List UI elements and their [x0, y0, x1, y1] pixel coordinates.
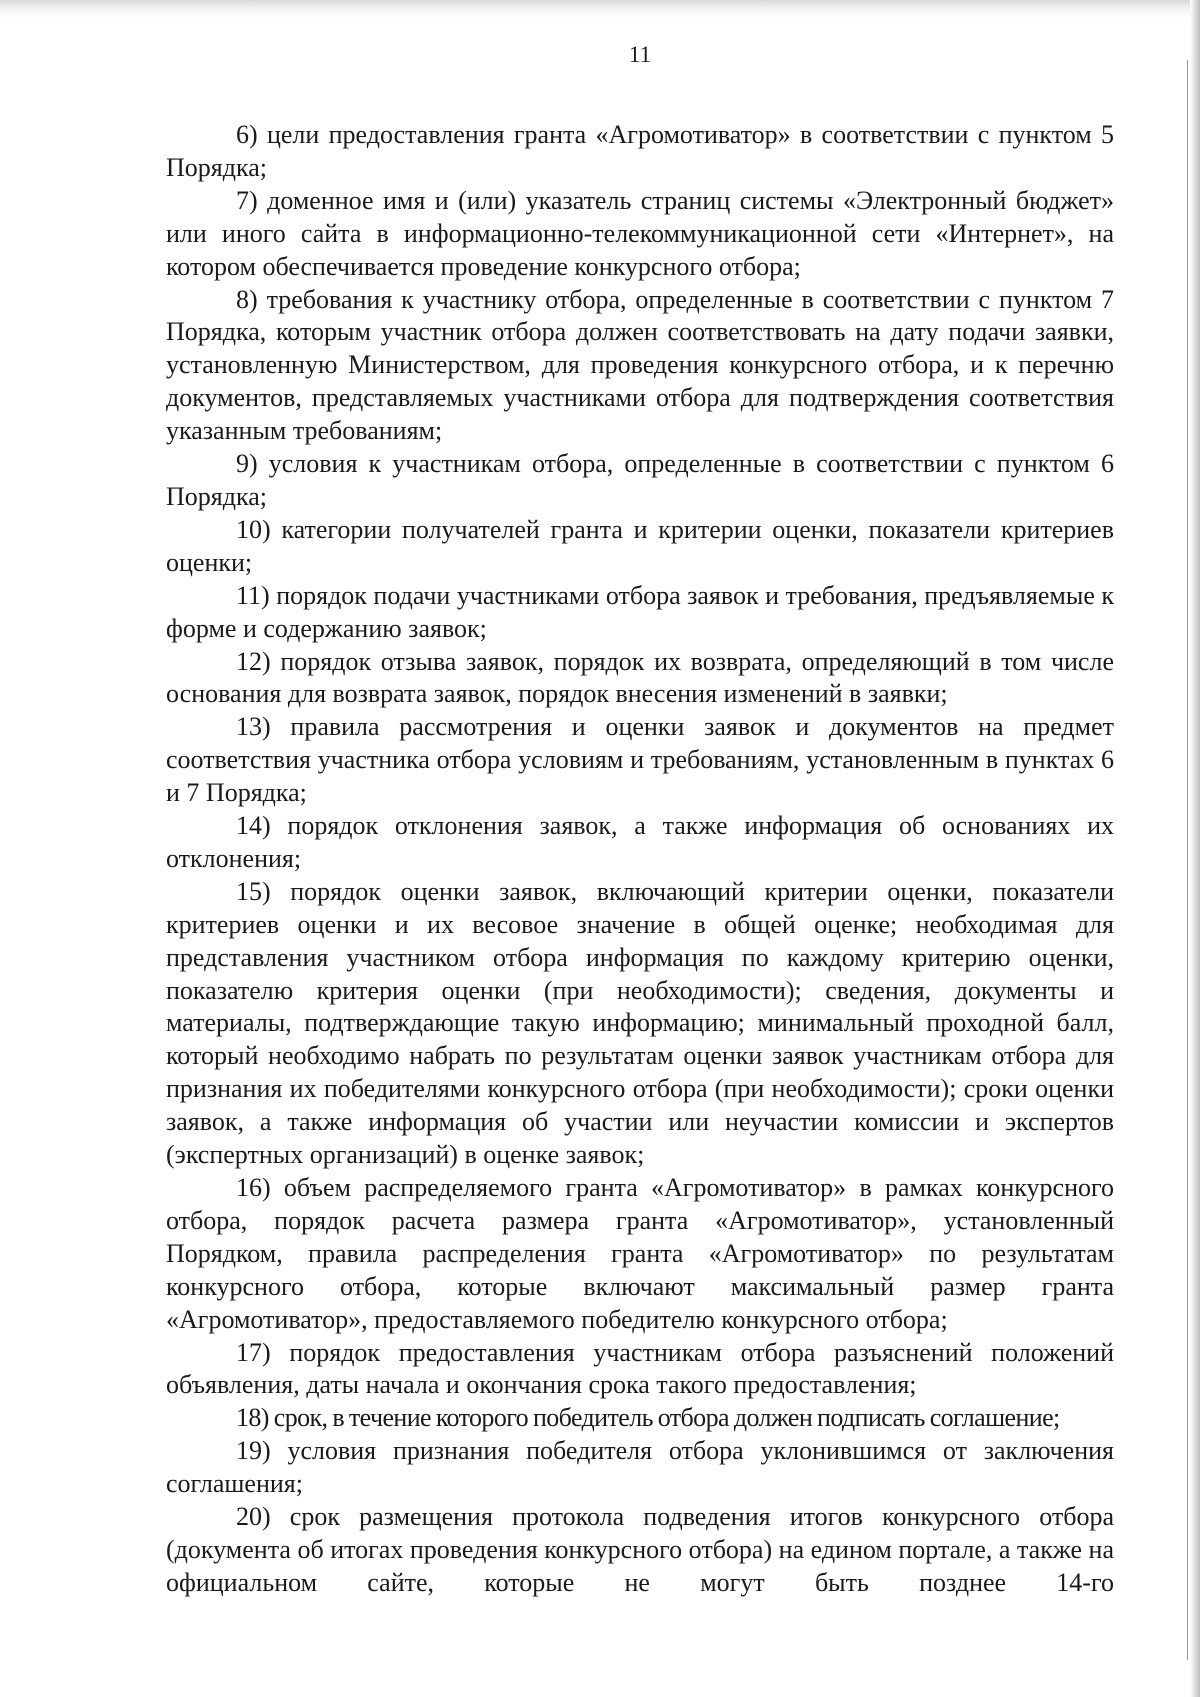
list-item: 16) объем распределяемого гранта «Агромотиватор» в рамках конкурсного отбора, порядок расчета размера гранта «Агромотиватор», установленный Порядком, правила распределения гранта «Агромотиватор» по результатам конкурсного отбора, которые включают максимальный размер гранта «Агромотиватор», предоставляемого победителю конкурсного отбора;: [166, 1173, 1114, 1334]
page-number: 11: [628, 42, 652, 67]
scan-right-edge: [1190, 0, 1200, 1697]
list-item: 6) цели предоставления гранта «Агромотиватор» в соответствии с пунктом 5 Порядка;: [166, 120, 1114, 182]
list-item: 10) категории получателей гранта и критерии оценки, показатели критериев оценки;: [166, 514, 1114, 577]
list-item: 15) порядок оценки заявок, включающий критерии оценки, показатели критериев оценки и их весовое значение в общей оценке; необходимая для представления участником отбора информация по каждому критерию оценки, показателю критерия оценки (при необходимости); сведения, документы и материалы, подтверждающие такую информацию; минимальный проходной балл, который необходимо набрать по результатам оценки заявок участникам отбора для признания их победителями конкурсного отбора (при необходимости); сроки оценки заявок, а также информация об участии или неучастии комиссии и экспертов (экспертных организаций) в оценке заявок;: [166, 876, 1114, 1170]
list-item: 14) порядок отклонения заявок, а также информация об основаниях их отклонения;: [166, 811, 1114, 873]
list-item: 11) порядок подачи участниками отбора заявок и требования, предъявляемые к форме и содержанию заявок;: [166, 580, 1114, 643]
list-item: 18) срок, в течение которого победитель отбора должен подписать соглашение;: [236, 1403, 1060, 1433]
list-item: 17) порядок предоставления участникам отбора разъяснений положений объявления, даты начала и окончания срока такого предоставления;: [166, 1337, 1114, 1400]
list-item: 7) доменное имя и (или) указатель страниц системы «Электронный бюджет» или иного сайта в информационно-телекоммуникационной сети «Интернет», на котором обеспечивается проведение конкурсного отбора;: [166, 185, 1114, 281]
list-item: 13) правила рассмотрения и оценки заявок и документов на предмет соответствия участника отбора условиям и требованиям, установленным в пунктах 6 и 7 Порядка;: [166, 712, 1114, 808]
scan-top-edge: [0, 0, 1200, 18]
scan-right-shadow-line: [1187, 60, 1188, 1660]
list-item: 12) порядок отзыва заявок, порядок их возврата, определяющий в том числе основания для возврата заявок, порядок внесения изменений в заявки;: [166, 646, 1114, 709]
list-item: 9) условия к участникам отбора, определенные в соответствии с пунктом 6 Порядка;: [166, 449, 1114, 511]
document-body: [166, 119, 1114, 1600]
list-item: 8) требования к участнику отбора, определенные в соответствии с пунктом 7 Порядка, которым участник отбора должен соответствовать на дату подачи заявки, установленную Министерством, для проведения конкурсного отбора, и к перечню документов, представляемых участниками отбора для подтверждения соответствия указанным требованиям;: [166, 284, 1114, 446]
list-item: 19) условия признания победителя отбора уклонившимся от заключения соглашения;: [166, 1436, 1114, 1499]
list-item: 20) срок размещения протокола подведения итогов конкурсного отбора (документа об итогах проведения конкурсного отбора) на едином портале, а также на официальном сайте, которые не могут быть позднее 14-го: [166, 1502, 1114, 1597]
